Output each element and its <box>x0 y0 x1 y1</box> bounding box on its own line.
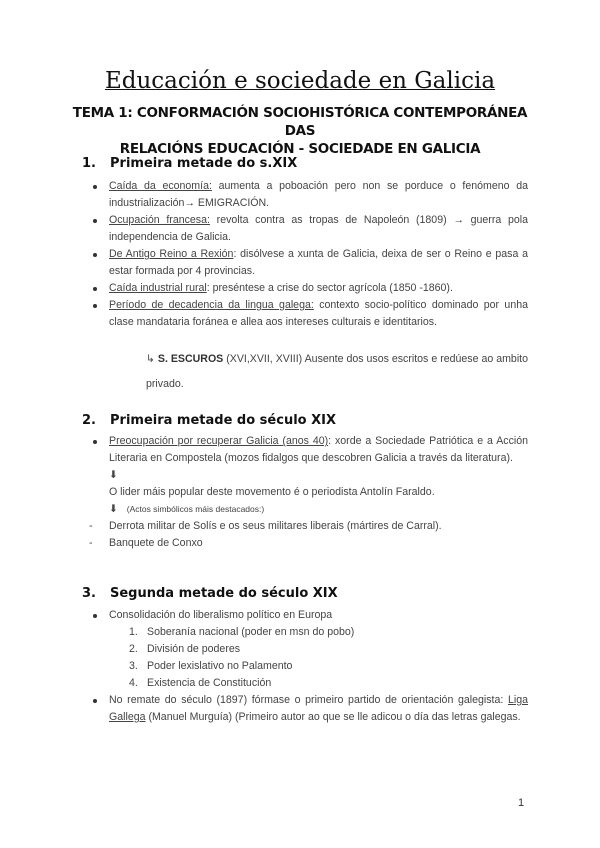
section-2-heading: 2. Primeira metade do século XIX <box>82 413 336 428</box>
section-1-list <box>92 178 528 331</box>
list-item: Caída da economía: aumenta a poboación pero non se porduce o fenómeno da industrialización→ EMIGRACIÓN. <box>92 178 528 212</box>
numbered-item: 4. Existencia de Constitución <box>129 677 272 689</box>
list-item: Consolidación do liberalismo político en Europa <box>92 607 528 624</box>
numbered-item: 2. División de poderes <box>129 643 241 655</box>
acts-line: ⬇ (Actos simbólicos máis destacados:) <box>109 503 265 515</box>
numbered-item: 1. Soberanía nacional (poder en msn do pobo) <box>129 626 355 638</box>
list-item: - Banquete de Conxo <box>92 535 528 552</box>
subtitle-line: RELACIÓNS EDUCACIÓN - SOCIEDADE EN GALICIA <box>119 141 481 157</box>
down-arrow-icon: ⬇ <box>109 469 118 481</box>
list-item: De Antigo Reino a Rexión: disólvese a xunta de Galicia, deixa de ser o Reino e pasa a estar formada por 4 provincias. <box>92 246 528 280</box>
page-number: 1 <box>518 797 525 809</box>
list-item: No remate do século (1897) fórmase o primeiro partido de orientación galegista: Liga Gallega (Manuel Murguía) (Primeiro autor ao que se lle adicou o día das letras galegas. <box>92 692 528 726</box>
numbered-item: 3. Poder lexislativo no Palamento <box>129 660 293 672</box>
document-subtitle <box>60 104 540 158</box>
list-item: - Derrota militar de Solís e os seus militares liberais (mártires de Carral). <box>92 518 528 535</box>
leader-text: O lider máis popular deste movemento é o periodista Antolín Faraldo. <box>109 486 435 498</box>
list-item: Preocupación por recuperar Galicia (anos 40): xorde a Sociedade Patriótica e a Acción Literaria en Compostela (mozos fidalgos que descobren Galicia a través da literatura). <box>92 433 528 467</box>
section-2-list <box>92 433 528 552</box>
escuros-note: ↳ S. ESCUROS (XVI,XVII, XVIII) Ausente dos usos escritos e redúese ao ambito privado. <box>146 353 529 390</box>
section-3-list <box>92 607 528 726</box>
section-3-heading: 3. Segunda metade do século XIX <box>82 586 338 601</box>
list-item: Período de decadencia da lingua galega: contexto socio-político dominado por unha clase mandataria foránea e allea aos intereses culturais e identitarios. <box>92 297 528 331</box>
subtitle-line: TEMA 1: CONFORMACIÓN SOCIOHISTÓRICA CONTEMPORÁNEA DAS <box>72 105 528 139</box>
return-arrow-icon: ↳ <box>146 353 155 365</box>
section-1-heading: 1. Primeira metade do s.XIX <box>82 156 298 171</box>
document-title: Educación e sociedade en Galicia <box>104 68 496 94</box>
list-item: Ocupación francesa: revolta contra as tropas de Napoleón (1809) → guerra pola independencia de Galicia. <box>92 212 528 246</box>
list-item: Caída industrial rural: preséntese a crise do sector agrícola (1850 -1860). <box>92 280 528 297</box>
down-arrow-icon: ⬇ <box>109 503 118 515</box>
